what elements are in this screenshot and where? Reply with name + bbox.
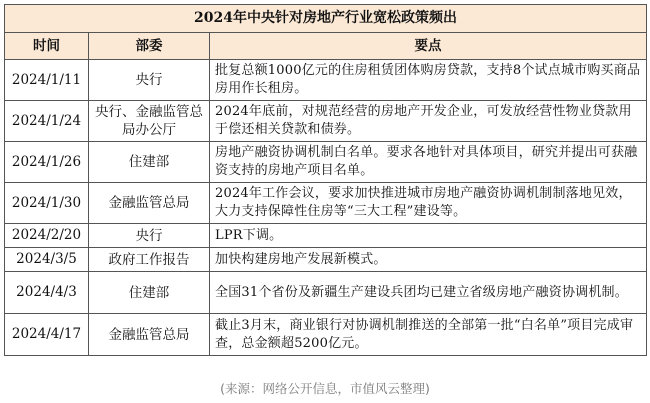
row-date: 2024/1/30 [5,183,89,224]
row-point: 房地产融资协调机制白名单。要求各地针对具体项目，研究并提出可获融资支持的房地产项目名单。 [210,142,647,183]
table-row [5,224,647,248]
source-note: (来源：网络公开信息，市值风云整理) [220,381,430,396]
table-row [5,314,647,356]
row-point: 批复总额1000亿元的住房租赁团体购房贷款，支持8个试点城市购买商品房用作长租房。 [210,60,647,101]
row-dept: 住建部 [89,142,210,183]
table-row [5,183,647,224]
header-dept: 部委 [89,33,210,60]
row-point: 加快构建房地产发展新模式。 [210,248,647,272]
header-point: 要点 [210,33,647,60]
row-point: LPR下调。 [210,224,647,248]
row-point: 全国31个省份及新疆生产建设兵团均已建立省级房地产融资协调机制。 [210,272,647,314]
row-dept: 央行 [89,224,210,248]
row-point: 2024年底前，对规范经营的房地产开发企业，可发放经营性物业贷款用于偿还相关贷款和债券。 [210,101,647,142]
policy-table [4,4,647,356]
row-dept: 金融监管总局 [89,314,210,356]
table-row [5,101,647,142]
table-title: 2024年中央针对房地产行业宽松政策频出 [5,5,647,33]
row-point: 2024年工作会议，要求加快推进城市房地产融资协调机制制落地见效，大力支持保障性住房等“三大工程”建设等。 [210,183,647,224]
table-row [5,272,647,314]
row-point: 截止3月末，商业银行对协调机制推送的全部第一批“白名单”项目完成审查，总金额超5200亿元。 [210,314,647,356]
table-row [5,60,647,101]
header-date: 时间 [5,33,89,60]
row-date: 2024/2/20 [5,224,89,248]
row-date: 2024/1/24 [5,101,89,142]
row-date: 2024/1/11 [5,60,89,101]
table-row [5,142,647,183]
row-dept: 金融监管总局 [89,183,210,224]
row-dept: 政府工作报告 [89,248,210,272]
table-row [5,248,647,272]
row-date: 2024/4/3 [5,272,89,314]
row-dept: 住建部 [89,272,210,314]
row-date: 2024/4/17 [5,314,89,356]
row-date: 2024/1/26 [5,142,89,183]
policy-table-container [4,4,646,356]
row-dept: 央行 [89,60,210,101]
row-dept: 央行、金融监管总局办公厅 [89,101,210,142]
row-date: 2024/3/5 [5,248,89,272]
